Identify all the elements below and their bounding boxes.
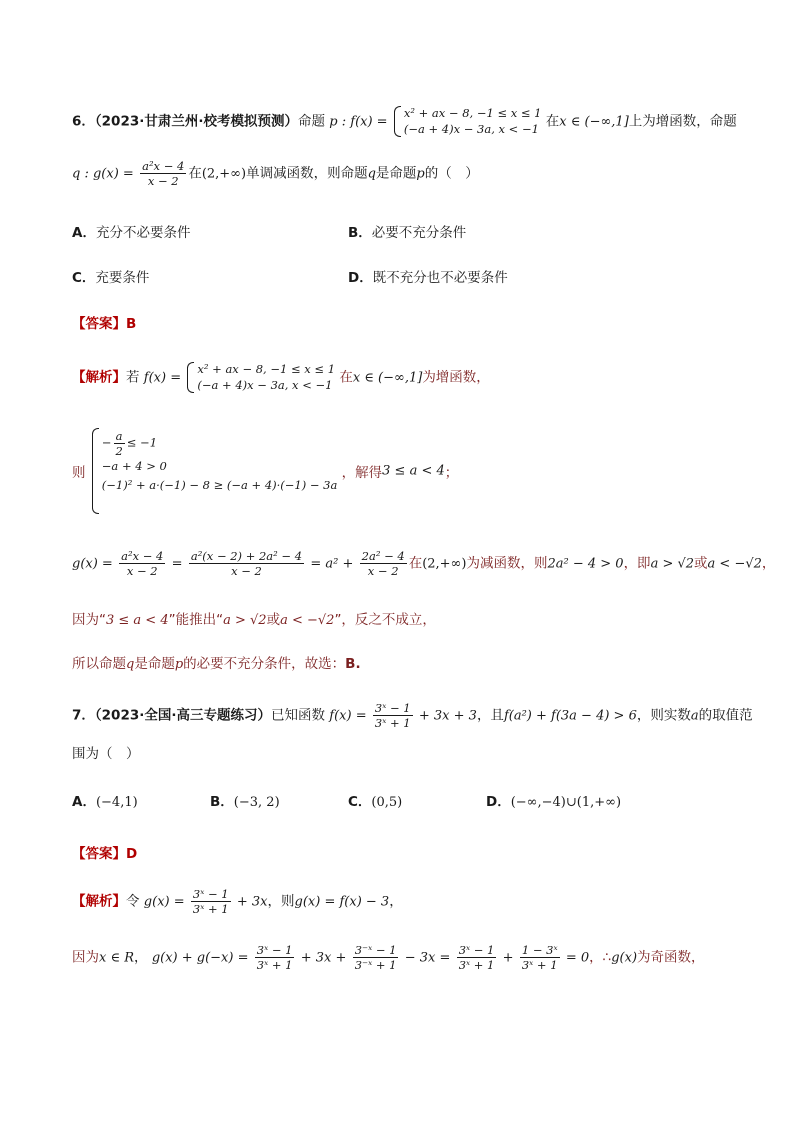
q6-stem-line1: 6．（2023·甘肃兰州·校考模拟预测）命题 p : f(x) = x² + ax − 8, −1 ≤ x ≤ 1 (−a + 4)x − 3a, x < −1 在x ∈ (−∞,1]上为增函数，命题 bbox=[72, 106, 737, 136]
q7-option-d[interactable]: D．(−∞,−4)∪(1,+∞) bbox=[486, 794, 622, 810]
q7-option-b[interactable]: B．(−3, 2) bbox=[210, 794, 280, 810]
q7-analysis-line1: 【解析】令 g(x) = $\frac{\text{3ˣ − 1}}{\text{3ˣ + 1}}$ + 3x，则g(x) = f(x) − 3， bbox=[72, 887, 403, 917]
q7-analysis-line2: 因为x ∈ R， g(x) + g(−x) = $\frac{\text{3ˣ − 1}}{\text{3ˣ + 1}}$ + 3x + $\frac{\text{3⁻ˣ − 1}}{\text{3⁻ˣ + 1}}$ − 3x = $\frac{\text{3ˣ − 1}}{\text{3ˣ + 1}}$ + $\frac{\text{1 − 3ˣ}}{\text{3ˣ + 1}}$ = 0，∴g(x)为奇函数， bbox=[72, 943, 705, 973]
q7-stem-line2: 围为（ ） bbox=[72, 746, 140, 762]
q6-option-b[interactable]: B．必要不充分条件 bbox=[348, 225, 467, 241]
q6-g-fraction: $\frac{\text{a²x − 4}}{x - 2}$ bbox=[142, 159, 185, 189]
q7-number: 7． bbox=[72, 707, 95, 724]
q6-p-def: p : f(x) = bbox=[329, 114, 388, 130]
q7-stem-line1: 7．（2023·全国·高三专题练习）已知函数 f(x) = $\frac{\text{3ˣ − 1}}{\text{3ˣ + 1}}$ + 3x + 3，且f(a²) + f(3a − 4) > 6，则实数a的取值范 bbox=[72, 701, 753, 731]
q7-source: （2023·全国·高三专题练习） bbox=[94, 707, 271, 724]
q6-number: 6． bbox=[72, 113, 95, 130]
q6-analysis-line1: 【解析】若 f(x) = x² + ax − 8, −1 ≤ x ≤ 1 (−a + 4)x − 3a, x < −1 在x ∈ (−∞,1]为增函数， bbox=[72, 362, 490, 392]
q6-option-d[interactable]: D．既不充分也不必要条件 bbox=[348, 270, 508, 286]
q6-source: （2023·甘肃兰州·校考模拟预测） bbox=[94, 113, 298, 130]
q6-analysis-system: 则 − $\frac{a}{2}$ ≤ −1 −a + 4 > 0 (−1)² + a·(−1) − 8 ≥ (−a + 4)·(−1) − 3a ，解得3 ≤ a < 4； bbox=[72, 428, 458, 514]
q6-analysis-g-line: g(x) = $\frac{\text{a²x − 4}}{x - 2}$ = $\frac{\text{a²(x − 2) + 2a² − 4}}{x - 2}$ = a² + $\frac{\text{2a² − 4}}{x - 2}$ 在(2,+∞)为减函数，则2a² − 4 > 0，即a > √2或a < −√2， bbox=[72, 549, 776, 579]
q6-analysis-conclusion: 所以命题q是命题p的必要不充分条件，故选：B. bbox=[72, 656, 361, 672]
q6-answer: 【答案】B bbox=[72, 316, 137, 332]
q7-option-a[interactable]: A．(−4,1) bbox=[72, 794, 138, 810]
q7-option-c[interactable]: C．(0,5) bbox=[348, 794, 403, 810]
q6-piecewise: x² + ax − 8, −1 ≤ x ≤ 1 (−a + 4)x − 3a, x < −1 bbox=[392, 106, 542, 137]
q6-option-a[interactable]: A．充分不必要条件 bbox=[72, 225, 191, 241]
q6-option-c[interactable]: C．充要条件 bbox=[72, 270, 150, 286]
q6-analysis-because: 因为“3 ≤ a < 4”能推出“a > √2或a < −√2”，反之不成立， bbox=[72, 612, 436, 628]
q6-stem-line2: q : g(x) = $\frac{\text{a²x − 4}}{x - 2}$ 在(2,+∞)单调减函数，则命题q是命题p的（ ） bbox=[72, 159, 479, 189]
q7-answer: 【答案】D bbox=[72, 846, 138, 862]
